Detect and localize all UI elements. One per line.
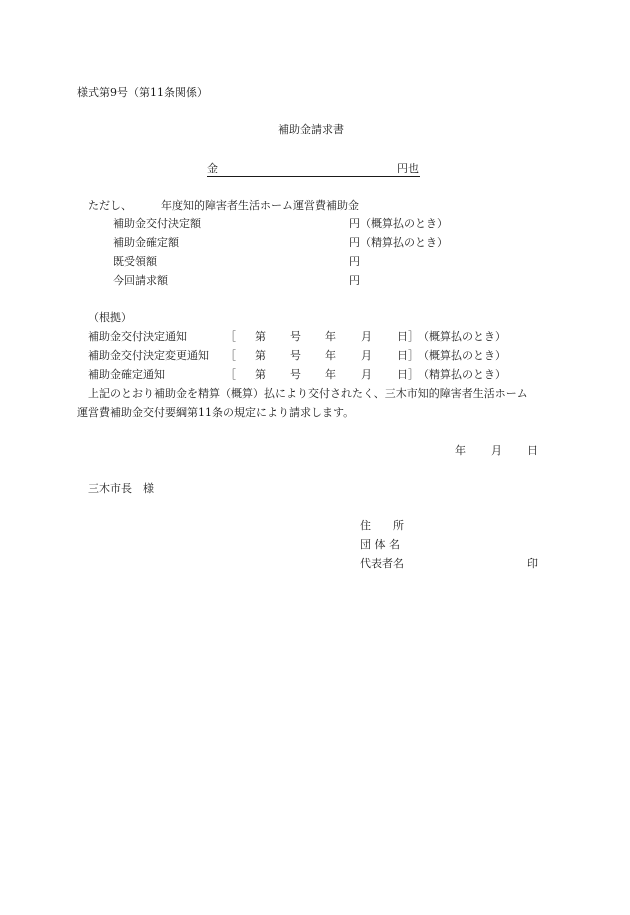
addressee: 三木市長 様 — [88, 482, 154, 495]
basis-bracket-open: ［ — [225, 368, 236, 381]
basis-hi: 日］ — [397, 349, 419, 362]
basis-bracket-open: ［ — [225, 330, 236, 343]
basis-nen: 年 — [325, 349, 336, 362]
proviso-intro: ただし、 — [88, 199, 132, 212]
form-title: 補助金請求書 — [278, 123, 344, 136]
applicant-org-label: 団 体 名 — [360, 538, 400, 551]
applicant-address-label: 住 所 — [360, 519, 404, 532]
basis-item-label: 補助金交付決定変更通知 — [88, 349, 209, 362]
seal-mark: 印 — [527, 557, 538, 570]
amount-item-label: 既受領額 — [113, 255, 157, 268]
amount-item-label: 補助金交付決定額 — [113, 217, 201, 230]
basis-note: （精算払のとき） — [418, 368, 506, 381]
basis-item-label: 補助金交付決定通知 — [88, 330, 187, 343]
basis-go: 号 — [290, 368, 301, 381]
basis-dai: 第 — [255, 349, 266, 362]
basis-heading: （根拠） — [88, 311, 132, 324]
amount-item-label: 補助金確定額 — [113, 236, 179, 249]
basis-go: 号 — [290, 349, 301, 362]
basis-item-label: 補助金確定通知 — [88, 368, 165, 381]
date-month: 月 — [491, 444, 502, 457]
basis-tsuki: 月 — [361, 330, 372, 343]
basis-hi: 日］ — [397, 368, 419, 381]
amount-item-unit: 円（概算払のとき） — [349, 217, 448, 230]
basis-dai: 第 — [255, 368, 266, 381]
date-day: 日 — [527, 444, 538, 457]
proviso-subject: 年度知的障害者生活ホーム運営費補助金 — [161, 199, 359, 212]
amount-suffix: 円也 — [397, 162, 419, 175]
basis-note: （概算払のとき） — [418, 349, 506, 362]
amount-item-label: 今回請求額 — [113, 274, 168, 287]
body-text-line2: 運営費補助金交付要綱第11条の規定により請求します。 — [77, 406, 355, 419]
basis-nen: 年 — [325, 368, 336, 381]
amount-item-unit: 円 — [349, 255, 360, 268]
basis-nen: 年 — [325, 330, 336, 343]
basis-tsuki: 月 — [361, 368, 372, 381]
amount-underline — [207, 162, 420, 177]
amount-prefix: 金 — [207, 162, 218, 175]
date-year: 年 — [455, 444, 466, 457]
basis-dai: 第 — [255, 330, 266, 343]
applicant-representative-label: 代表者名 — [360, 557, 404, 570]
basis-bracket-open: ［ — [225, 349, 236, 362]
basis-tsuki: 月 — [361, 349, 372, 362]
amount-item-unit: 円（精算払のとき） — [349, 236, 448, 249]
basis-go: 号 — [290, 330, 301, 343]
basis-hi: 日］ — [397, 330, 419, 343]
body-text-line1: 上記のとおり補助金を精算（概算）払により交付されたく、三木市知的障害者生活ホーム — [88, 387, 528, 400]
basis-note: （概算払のとき） — [418, 330, 506, 343]
form-number: 様式第9号（第11条関係） — [77, 86, 208, 99]
amount-item-unit: 円 — [349, 274, 360, 287]
